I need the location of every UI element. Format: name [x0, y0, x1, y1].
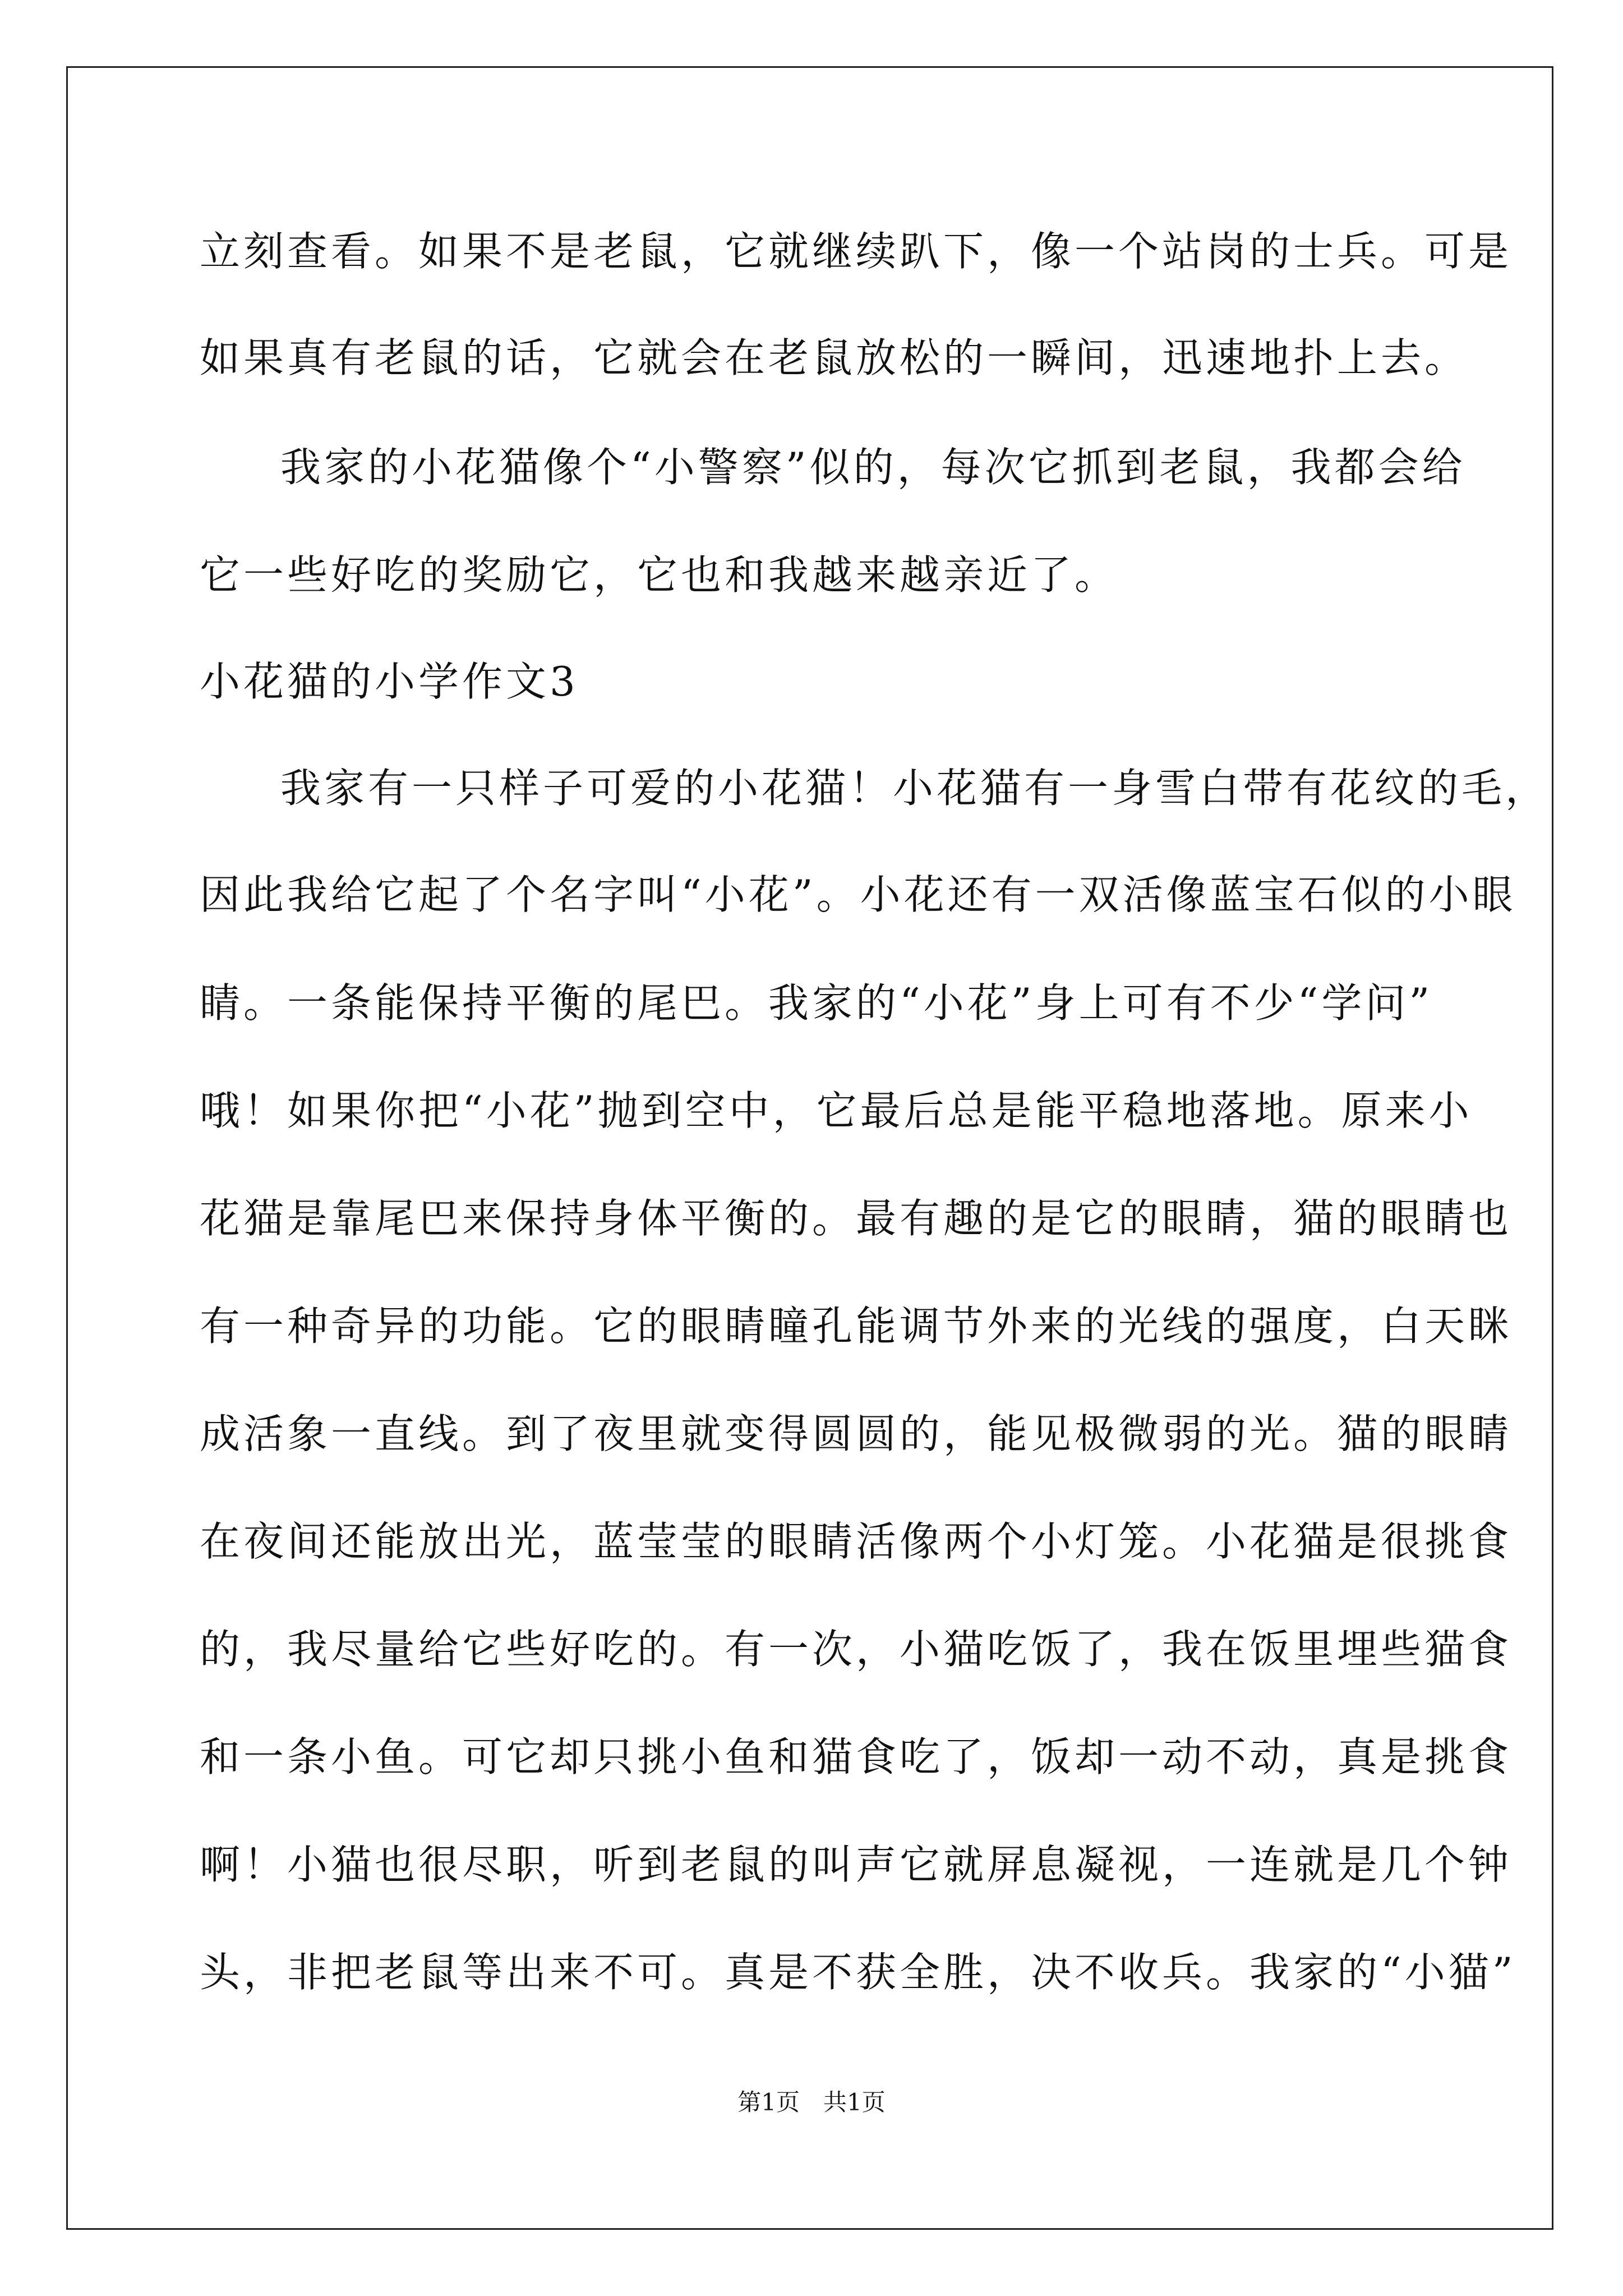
paragraph-start-line: 我家有一只样子可爱的小花猫！小花猫有一身雪白带有花纹的毛， — [280, 765, 1550, 812]
text-line: 如果真有老鼠的话，它就会在老鼠放松的一瞬间，迅速地扑上去。 — [200, 334, 1469, 381]
text-line: 有一种奇异的功能。它的眼睛瞳孔能调节外来的光线的强度，白天眯 — [200, 1303, 1513, 1350]
text-line: 成活象一直线。到了夜里就变得圆圆的，能见极微弱的光。猫的眼睛 — [200, 1410, 1513, 1457]
text-line: 因此我给它起了个名字叫“小花”。小花还有一双活像蓝宝石似的小眼 — [200, 871, 1516, 918]
text-line: 哦！如果你把“小花”抛到空中，它最后总是能平稳地落地。原来小 — [200, 1087, 1473, 1134]
page-border — [66, 66, 1553, 2230]
text-line: 啊！小猫也很尽职，听到老鼠的叫声它就屏息凝视，一连就是几个钟 — [200, 1841, 1513, 1888]
text-line: 它一些好吃的奖励它，它也和我越来越亲近了。 — [200, 551, 1119, 599]
text-line: 花猫是靠尾巴来保持身体平衡的。最有趣的是它的眼睛，猫的眼睛也 — [200, 1195, 1513, 1242]
section-heading: 小花猫的小学作文3 — [200, 658, 579, 705]
page-number: 第1页 共1页 — [737, 2088, 886, 2116]
text-line: 睛。一条能保持平衡的尾巴。我家的“小花”身上可有不少“学问” — [200, 979, 1433, 1027]
text-line: 在夜间还能放出光，蓝莹莹的眼睛活像两个小灯笼。小花猫是很挑食 — [200, 1518, 1513, 1565]
text-line: 和一条小鱼。可它却只挑小鱼和猫食吃了，饭却一动不动，真是挑食 — [200, 1733, 1513, 1780]
text-line: 立刻查看。如果不是老鼠，它就继续趴下，像一个站岗的士兵。可是 — [200, 228, 1513, 275]
text-line: 的，我尽量给它些好吃的。有一次，小猫吃饭了，我在饭里埋些猫食 — [200, 1626, 1513, 1673]
paragraph-start-line: 我家的小花猫像个“小警察”似的，每次它抓到老鼠，我都会给 — [280, 444, 1466, 491]
text-line: 头，非把老鼠等出来不可。真是不获全胜，决不收兵。我家的“小猫” — [200, 1949, 1516, 1996]
